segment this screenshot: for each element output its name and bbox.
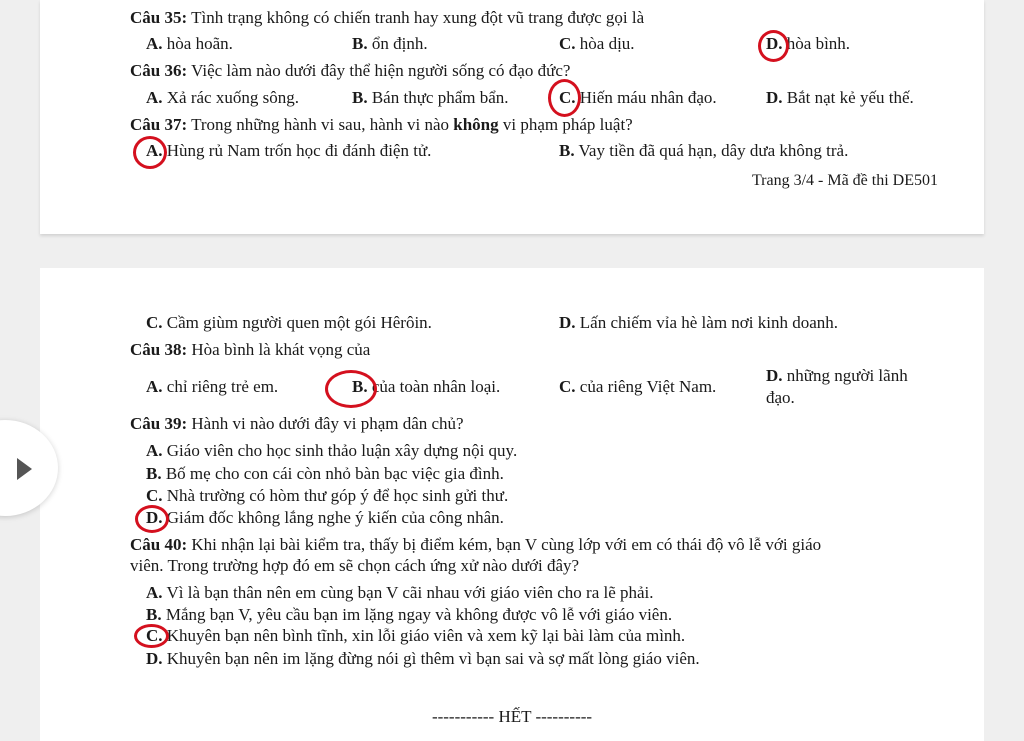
question-38: Câu 38: Hòa bình là khát vọng của [130,340,371,359]
q39-option-a: A. Giáo viên cho học sinh thảo luận xây dựng nội quy. [146,441,518,460]
q40-option-b: B. Mắng bạn V, yêu cầu bạn im lặng ngay và không được vô lễ với giáo viên. [146,605,673,624]
q35-option-c: C. hòa dịu. [559,34,635,53]
q38-option-a: A. chỉ riêng trẻ em. [146,377,279,396]
q37-option-b: B. Vay tiền đã quá hạn, dây dưa không trả. [559,141,849,160]
q35-option-b: B. ổn định. [352,34,428,53]
q37-option-a: A. Hùng rủ Nam trốn học đi đánh điện tử. [146,141,432,160]
q39-option-b: B. Bố mẹ cho con cái còn nhỏ bàn bạc việc gia đình. [146,464,504,483]
q38-option-b: B. của toàn nhân loại. [352,377,501,396]
play-icon[interactable] [17,458,32,480]
q39-option-c: C. Nhà trường có hòm thư góp ý để học sinh gửi thư. [146,486,509,505]
q37-option-c: C. Cầm giùm người quen một gói Hêrôin. [146,313,432,332]
q38-option-d-cont: đạo. [766,388,795,407]
page-footer: Trang 3/4 - Mã đề thi DE501 [751,172,938,189]
question-39: Câu 39: Hành vi nào dưới đây vi phạm dân chủ? [130,414,464,433]
q36-option-a: A. Xả rác xuống sông. [146,88,299,107]
q40-option-d: D. Khuyên bạn nên im lặng đừng nói gì thêm vì bạn sai và sợ mất lòng giáo viên. [146,649,700,668]
exam-page-3 [40,0,984,234]
q36-option-b: B. Bán thực phẩm bẩn. [352,88,509,107]
exam-page-4 [40,268,984,741]
question-35: Câu 35: Tình trạng không có chiến tranh hay xung đột vũ trang được gọi là [130,8,645,27]
q35-option-d: D. hòa bình. [766,34,851,53]
question-36: Câu 36: Việc làm nào dưới đây thể hiện người sống có đạo đức? [130,61,571,80]
question-40: Câu 40: Khi nhận lại bài kiểm tra, thấy bị điểm kém, bạn V cùng lớp với em có thái độ vô lễ với giáo [130,535,822,554]
q40-option-c: C. Khuyên bạn nên bình tĩnh, xin lỗi giáo viên và xem kỹ lại bài làm của mình. [146,626,686,645]
q36-option-c: C. Hiến máu nhân đạo. [559,88,717,107]
q38-option-d: D. những người lãnh [766,366,908,385]
end-marker: ----------- HẾT ---------- [431,707,593,726]
q35-option-a: A. hòa hoãn. [146,34,233,53]
q39-option-d: D. Giám đốc không lắng nghe ý kiến của công nhân. [146,508,504,527]
question-37: Câu 37: Trong những hành vi sau, hành vi nào không vi phạm pháp luật? [130,115,633,134]
question-40-cont: viên. Trong trường hợp đó em sẽ chọn cách ứng xử nào dưới đây? [130,556,580,575]
q40-option-a: A. Vì là bạn thân nên em cùng bạn V cãi nhau với giáo viên cho ra lẽ phải. [146,583,654,602]
q36-option-d: D. Bắt nạt kẻ yếu thế. [766,88,914,107]
q37-option-d: D. Lấn chiếm vỉa hè làm nơi kinh doanh. [559,313,839,332]
q38-option-c: C. của riêng Việt Nam. [559,377,717,396]
